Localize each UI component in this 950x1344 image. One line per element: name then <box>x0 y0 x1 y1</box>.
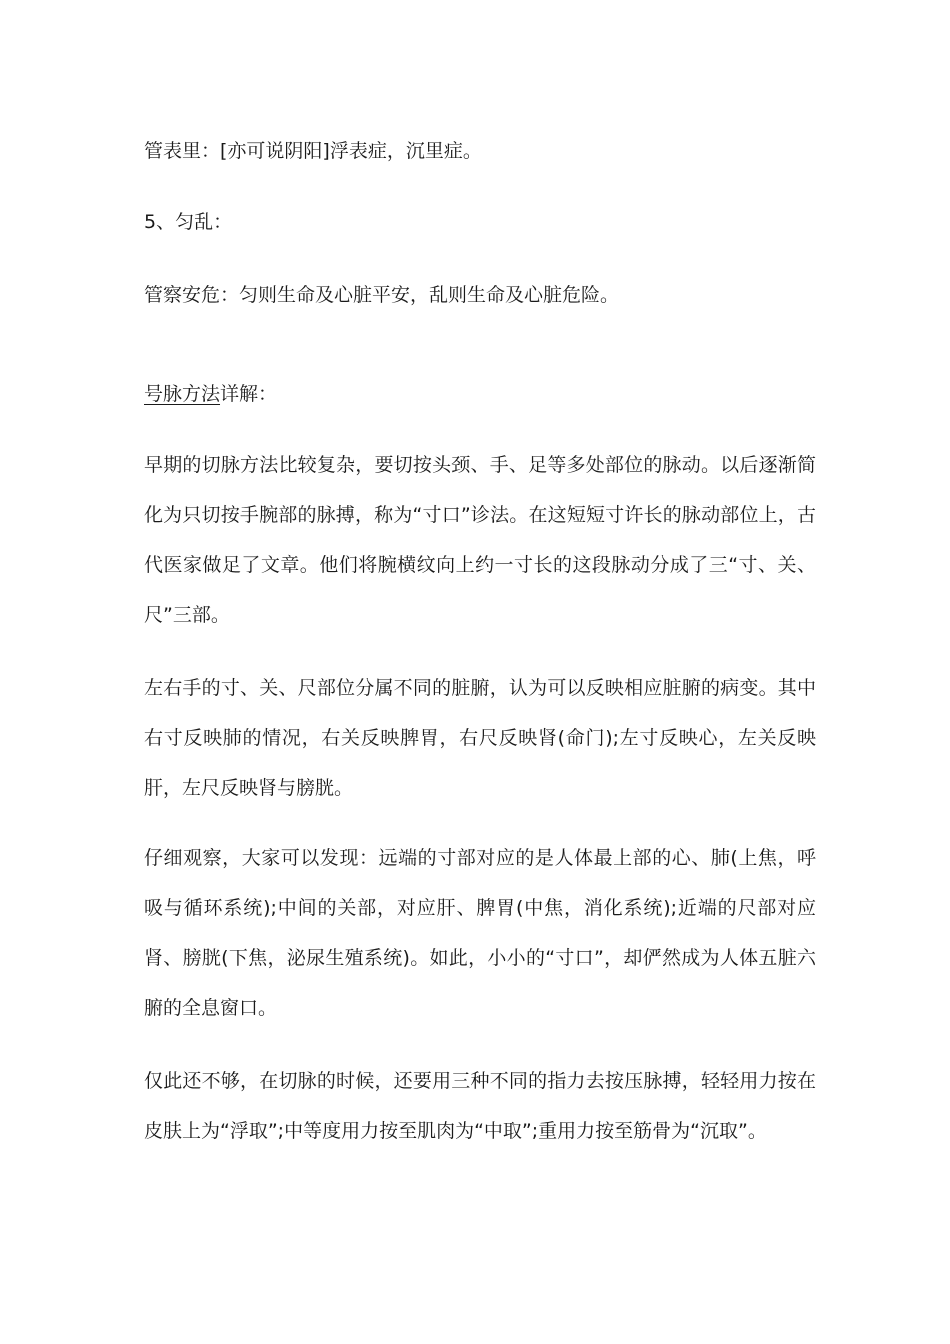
paragraph-observation: 仔细观察，大家可以发现：远端的寸部对应的是人体最上部的心、肺(上焦，呼吸与循环系统);中间的关部，对应肝、脾胃(中焦，消化系统);近端的尺部对应肾、膀胱(下焦，泌尿生殖系统)。如此，小小的“寸口”，却俨然成为人体五脏六腑的全息窗口。 <box>144 847 816 1019</box>
biaoli-line: 管表里：[亦可说阴阳]浮表症，沉里症。 <box>144 140 482 162</box>
method-heading-suffix: 详解： <box>220 383 278 405</box>
yunluan-heading: 5、匀乱： <box>144 211 233 233</box>
paragraph-finger-pressure: 仅此还不够，在切脉的时候，还要用三种不同的指力去按压脉搏，轻轻用力按在皮肤上为“浮取”;中等度用力按至肌肉为“中取”;重用力按至筋骨为“沉取”。 <box>144 1070 816 1142</box>
paragraph-cun-guan-chi: 左右手的寸、关、尺部位分属不同的脏腑，认为可以反映相应脏腑的病变。其中右寸反映肺的情况，右关反映脾胃，右尺反映肾(命门);左寸反映心，左关反映肝，左尺反映肾与膀胱。 <box>144 677 816 799</box>
method-heading <box>144 381 824 407</box>
paragraph-early-method: 早期的切脉方法比较复杂，要切按头颈、手、足等多处部位的脉动。以后逐渐简化为只切按手腕部的脉搏，称为“寸口”诊法。在这短短寸许长的脉动部位上，古代医家做足了文章。他们将腕横纹向上约一寸长的这段脉动分成了三“寸、关、尺”三部。 <box>144 454 816 626</box>
anwei-line: 管察安危：匀则生命及心脏平安，乱则生命及心脏危险。 <box>144 284 620 306</box>
method-heading-link[interactable]: 号脉方法 <box>144 383 221 405</box>
